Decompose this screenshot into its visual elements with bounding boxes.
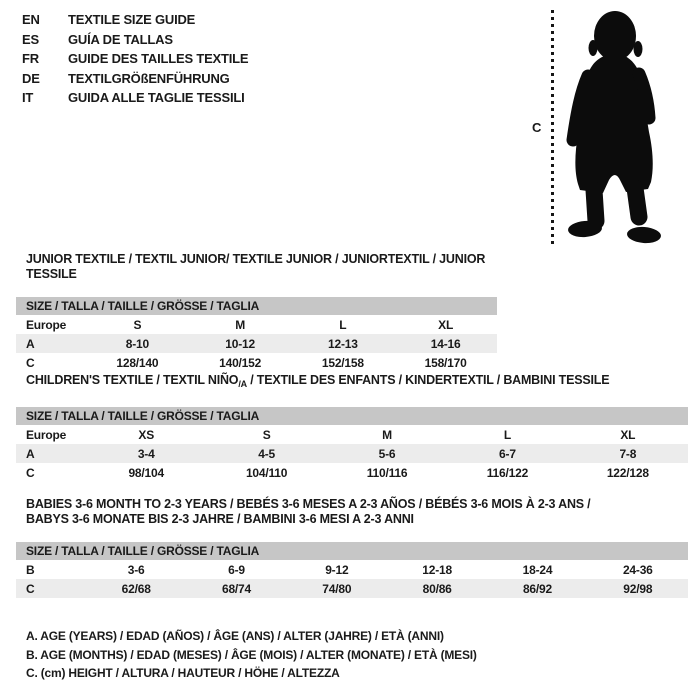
table-row [16, 444, 688, 463]
language-list [22, 10, 248, 108]
size-cell: XL [620, 427, 636, 442]
height-dotted-line [551, 10, 554, 244]
size-cell: 110/116 [366, 465, 408, 480]
size-cell: 7-8 [619, 446, 637, 461]
size-cell: M [235, 317, 246, 332]
table-row [16, 425, 688, 444]
size-cell: 98/104 [128, 465, 164, 480]
size-cell: 14-16 [430, 336, 461, 351]
row-label: C [26, 355, 35, 370]
row-label: C [26, 581, 35, 596]
size-cell: 24-36 [622, 562, 653, 577]
size-cell: 12-18 [422, 562, 452, 577]
size-cell: 18-24 [522, 562, 553, 577]
row-label: A [26, 446, 35, 461]
size-table [16, 407, 688, 482]
language-code: FR [22, 51, 39, 66]
size-cell: 12-13 [328, 336, 358, 351]
language-row [22, 49, 248, 69]
size-cell: 5-6 [378, 446, 396, 461]
language-label: TEXTILGRÖßENFÜHRUNG [68, 70, 230, 86]
size-cell: S [133, 317, 142, 332]
size-cell: 92/98 [623, 581, 653, 596]
language-row [22, 69, 248, 89]
size-cell: 4-5 [258, 446, 275, 461]
toddler-figure [520, 8, 698, 248]
row-label: Europe [26, 317, 67, 332]
size-cell: 74/80 [322, 581, 352, 596]
row-label: C [26, 465, 35, 480]
section-title-text: /A [238, 379, 247, 389]
size-table-section [16, 497, 688, 598]
toddler-silhouette-icon [560, 10, 665, 248]
size-cell: 10-12 [225, 336, 255, 351]
section-title-text: JUNIOR TEXTILE / TEXTIL JUNIOR/ TEXTILE JUNIOR / JUNIORTEXTIL / JUNIOR TESSILE [26, 252, 486, 281]
language-label: GUIDA ALLE TAGLIE TESSILI [68, 90, 245, 105]
table-row [16, 463, 688, 482]
size-cell: 6-9 [228, 562, 245, 577]
size-cell: L [503, 427, 511, 442]
table-row [16, 579, 688, 598]
legend-line: A. AGE (YEARS) / EDAD (AÑOS) / ÂGE (ANS) / ALTER (JAHRE) / ETÀ (ANNI) [26, 629, 444, 643]
language-label: GUÍA DE TALLAS [68, 31, 173, 47]
language-code: EN [22, 12, 40, 27]
language-row [22, 88, 248, 108]
section-title-text: BABIES 3-6 MONTH TO 2-3 YEARS / BEBÉS 3-6 MESES A 2-3 AÑOS / BÉBÉS 3-6 MOIS À 2-3 ANS / [26, 497, 591, 511]
table-row [16, 560, 688, 579]
size-cell: 62/68 [121, 581, 151, 596]
section-title [16, 373, 688, 392]
legend-line: B. AGE (MONTHS) / EDAD (MESES) / ÂGE (MOIS) / ALTER (MONATE) / ETÀ (MESI) [26, 647, 477, 662]
language-code: IT [22, 90, 34, 105]
size-cell: 3-4 [137, 446, 155, 461]
size-table-section [16, 373, 688, 482]
height-dimension-label: C [532, 120, 542, 135]
section-title-line [26, 497, 688, 512]
size-cell: 8-10 [125, 336, 149, 351]
size-cell: 3-6 [127, 562, 145, 577]
size-cell: 128/140 [116, 355, 159, 370]
size-cell: M [382, 427, 392, 442]
table-header-label: SIZE / TALLA / TAILLE / GRÖSSE / TAGLIA [26, 299, 260, 313]
table-row [16, 334, 497, 353]
language-code: DE [22, 70, 40, 86]
size-cell: XL [438, 317, 454, 332]
section-title [16, 497, 688, 527]
language-label: GUIDE DES TAILLES TEXTILE [68, 51, 249, 66]
row-label: B [26, 562, 35, 577]
table-header-bar [16, 407, 688, 425]
language-label: TEXTILE SIZE GUIDE [68, 12, 196, 27]
size-table [16, 297, 497, 372]
language-row [22, 10, 248, 30]
table-header-label: SIZE / TALLA / TAILLE / GRÖSSE / TAGLIA [26, 544, 260, 558]
section-title-line [26, 373, 688, 392]
section-title-text: BABYS 3-6 MONATE BIS 2-3 JAHRE / BAMBINI 3-6 MESI A 2-3 ANNI [26, 512, 414, 526]
table-header-bar [16, 542, 688, 560]
section-title-line [26, 252, 497, 282]
size-table-section [16, 252, 497, 372]
size-cell: 140/152 [219, 355, 262, 370]
size-cell: 68/74 [221, 581, 251, 596]
size-table [16, 542, 688, 598]
language-code: ES [22, 31, 39, 47]
table-header-label: SIZE / TALLA / TAILLE / GRÖSSE / TAGLIA [26, 409, 260, 423]
row-label: Europe [26, 427, 67, 442]
section-title-text: CHILDREN'S TEXTILE / TEXTIL NIÑO [26, 373, 239, 387]
size-cell: 86/92 [522, 581, 552, 596]
size-cell: 6-7 [499, 446, 516, 461]
section-title-line [26, 512, 688, 527]
language-row [22, 30, 248, 50]
section-title-text: / TEXTILE DES ENFANTS / KINDERTEXTIL / BAMBINI TESSILE [246, 373, 610, 387]
size-cell: 122/128 [606, 465, 649, 480]
size-cell: 9-12 [325, 562, 349, 577]
table-row [16, 315, 497, 334]
section-title [16, 252, 497, 282]
size-cell: 158/170 [424, 355, 467, 370]
legend [26, 627, 477, 683]
row-label: A [26, 336, 35, 351]
size-cell: XS [138, 427, 154, 442]
size-cell: 152/158 [321, 355, 364, 370]
size-cell: L [339, 317, 347, 332]
size-cell: 116/122 [486, 465, 529, 480]
size-cell: 80/86 [422, 581, 452, 596]
table-header-bar [16, 297, 497, 315]
size-cell: 104/110 [245, 465, 288, 480]
size-cell: S [262, 427, 271, 442]
legend-line: C. (cm) HEIGHT / ALTURA / HAUTEUR / HÖHE / ALTEZZA [26, 666, 340, 680]
table-row [16, 353, 497, 372]
